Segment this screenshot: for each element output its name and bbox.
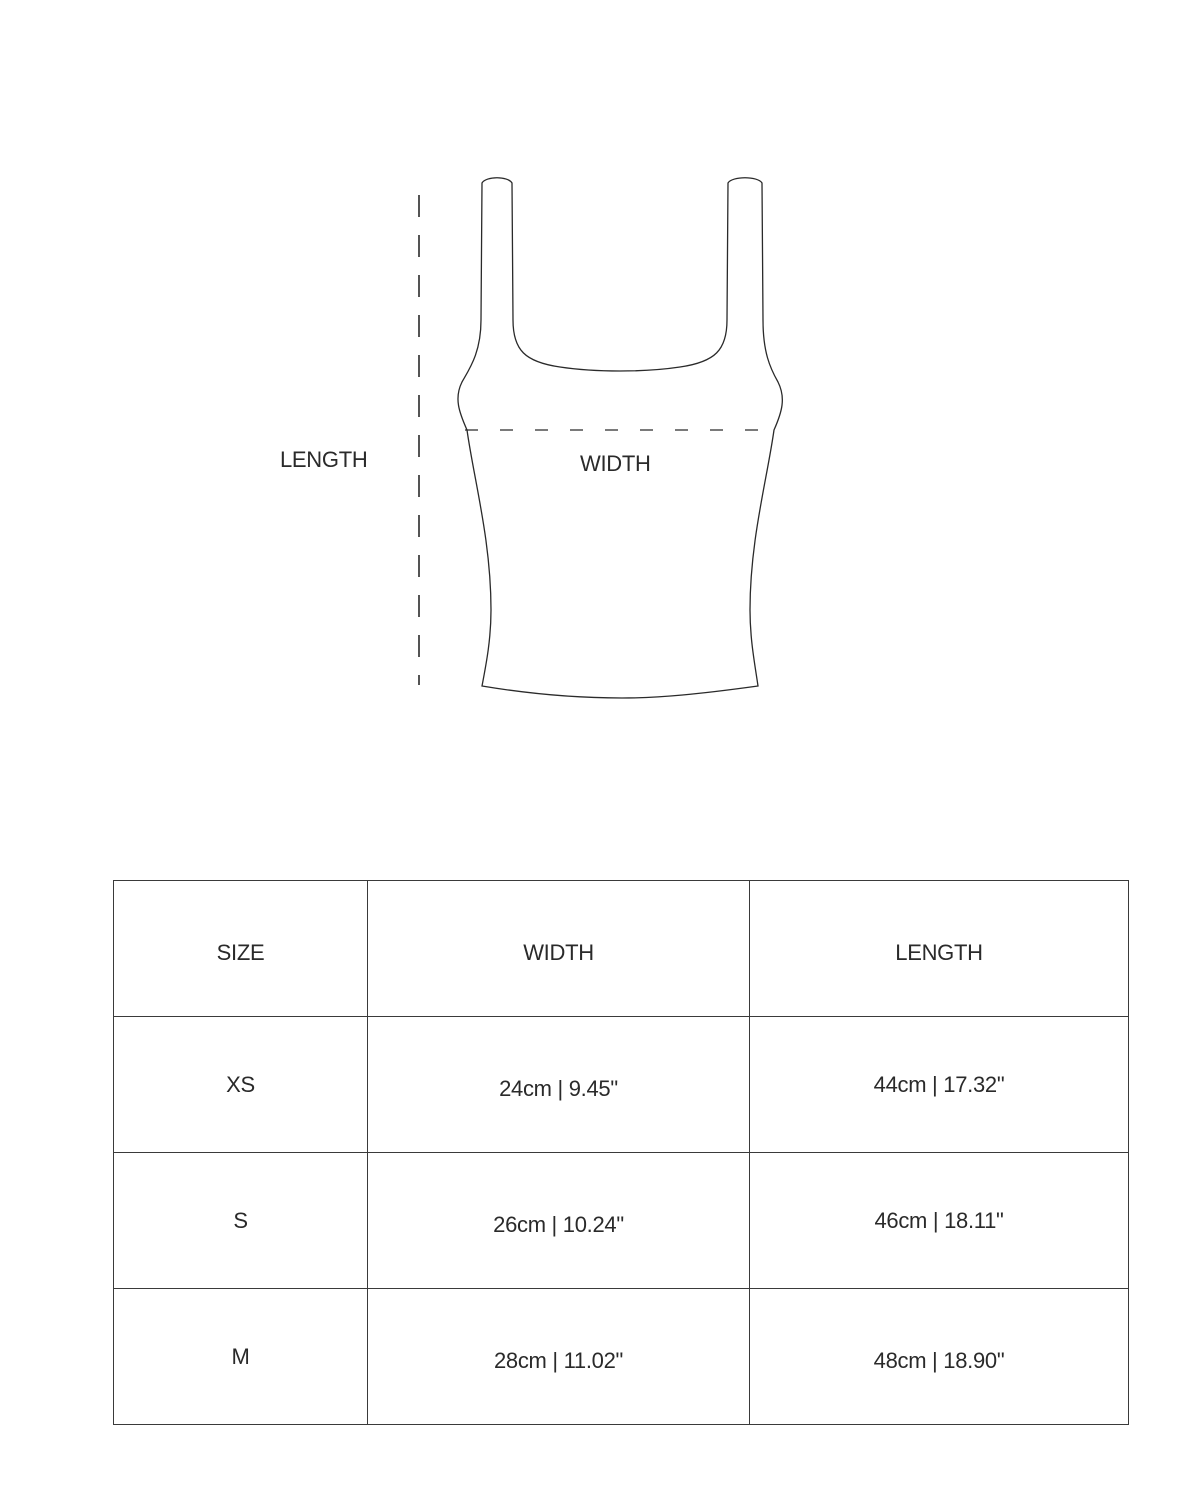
header-length: LENGTH [750,881,1129,1017]
table-row [114,1153,1129,1289]
table-header-row [114,881,1129,1017]
table-row [114,1017,1129,1153]
cell-size: M [114,1289,368,1425]
header-width: WIDTH [368,881,750,1017]
cell-width: 26cm | 10.24" [368,1153,750,1289]
width-label: WIDTH [580,451,651,476]
cell-length: 48cm | 18.90" [750,1289,1129,1425]
cell-length: 44cm | 17.32" [750,1017,1129,1153]
table-row [114,1289,1129,1425]
size-chart-table [113,880,1129,1425]
header-size: SIZE [114,881,368,1017]
length-label: LENGTH [280,447,368,472]
cell-size: S [114,1153,368,1289]
tank-top-shape [458,178,782,698]
cell-length: 46cm | 18.11" [750,1153,1129,1289]
cell-size: XS [114,1017,368,1153]
cell-width: 28cm | 11.02" [368,1289,750,1425]
cell-width: 24cm | 9.45" [368,1017,750,1153]
